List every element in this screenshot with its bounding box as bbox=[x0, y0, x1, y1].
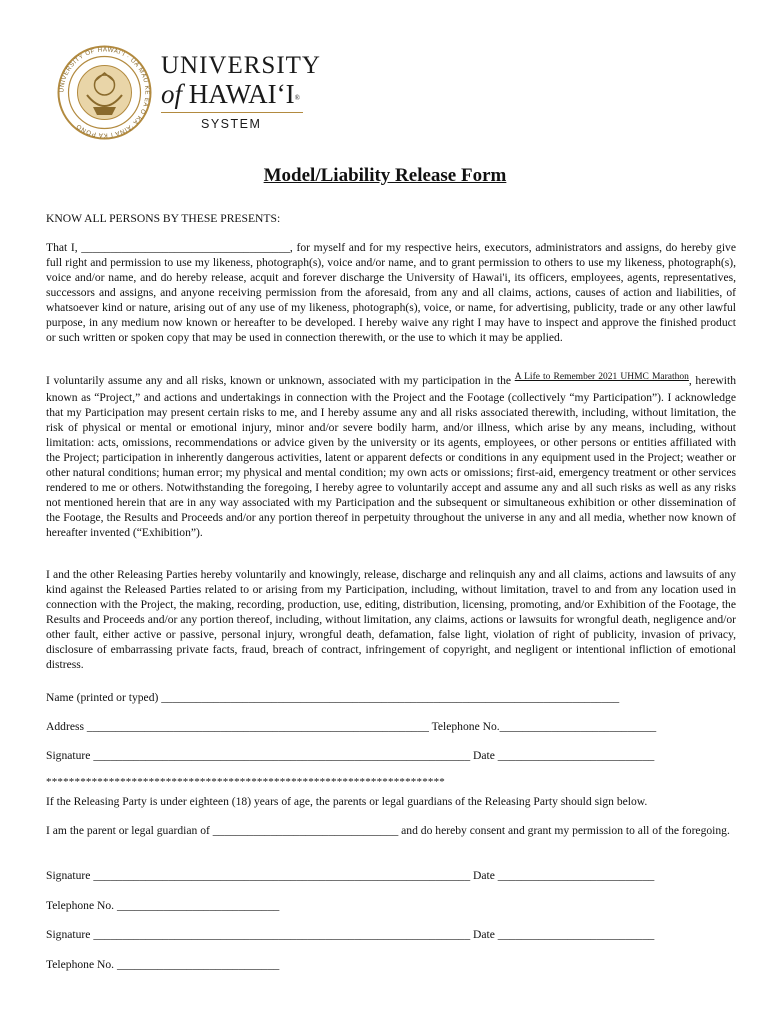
intro-text: KNOW ALL PERSONS BY THESE PRESENTS: bbox=[46, 212, 281, 225]
wordmark-hawaii bbox=[161, 80, 300, 108]
university-logo bbox=[57, 45, 321, 141]
signature-date-field[interactable]: Signature _________________________________________________________________ Date ___________________________ bbox=[46, 749, 655, 762]
address-telephone-field[interactable]: Address ___________________________________________________________ Telephone No.___________________________ bbox=[46, 720, 657, 733]
wordmark-system: SYSTEM bbox=[201, 117, 262, 131]
project-name: A Life to Remember 2021 UHMC Marathon bbox=[514, 372, 689, 382]
wordmark-university: UNIVERSITY bbox=[161, 52, 321, 79]
minor-note: If the Releasing Party is under eighteen (18) years of age, the parents or legal guardians of the Releasing Party should sign below. bbox=[46, 795, 648, 808]
guardian-telephone-field-1[interactable]: Telephone No. ____________________________ bbox=[46, 899, 280, 912]
paragraph-risks-rest: , herewith known as “Project,” and actions and undertakings in connection with the Project and the Footage (collectively “my Participation”). I acknowledge that my Participation may present certain risks to me, and I hereby assume any and all risks associated therewith, including, without limitation, the risk of physical or mental or emotional injury, minor and/or severe bodily harm, and/or illness, which arise by any means, including, without limitation: acts, omissions, recommendations or advice given by the university or its agents, employees, or other persons or entities affiliated with the Project; participation in inherently dangerous activities, latent or apparent defects or conditions in any equipment used in the Project; weather or other natural conditions; human error; my physical and mental condition; my own acts or omissions; first-aid, emergency treatment or other services rendered to me or others. Notwithstanding the foregoing, I hereby agree to voluntarily accept and assume any and all such risks as well as any risks not mentioned herein that are in any way associated with my Participation and the subsequent or simultaneous exhibition or other dissemination of the Footage, the Results and Proceeds and/or any portion thereof in perpetuity throughout the universe in any and all media, whether now known of hereafter invented (“Exhibition”). bbox=[46, 374, 736, 539]
guardian-consent-field[interactable]: I am the parent or legal guardian of ________________________________ and do hereby consent and grant my permission to all of the foregoing. bbox=[46, 824, 730, 837]
guardian-signature-date-field-1[interactable]: Signature _________________________________________________________________ Date ___________________________ bbox=[46, 869, 655, 882]
wordmark-divider bbox=[161, 112, 303, 113]
paragraph-claims: I and the other Releasing Parties hereby voluntarily and knowingly, release, discharge and relinquish any and all claims, actions and lawsuits of any kind against the Released Parties related to or arising from my Participation, including, without limitation, travel to and from any location used in connection with the Project, the making, recording, production, use, editing, distribution, licensing, promoting, and/or Exhibition of the Footage, the Results and Proceeds and/or any portion thereof, including, without limitation, any claims, actions or lawsuits for wrongful death, negligence and/or other fault, either active or passive, personal injury, wrongful death, defamation, false light, violation of right of publicity, invasion of privacy, disclosure of embarrassing private facts, fraud, breach of contract, infringement of copyright, and negligent or intentional infliction of emotional distress. bbox=[46, 568, 736, 671]
separator-stars: ********************************************************************** bbox=[46, 776, 445, 788]
paragraph-risks-start: I voluntarily assume any and all risks, known or unknown, associated with my participation in the bbox=[46, 374, 515, 387]
guardian-signature-date-field-2[interactable]: Signature _________________________________________________________________ Date ___________________________ bbox=[46, 928, 655, 941]
wordmark-hawaii-text: HAWAI‘I bbox=[188, 79, 295, 109]
wordmark-of: of bbox=[161, 79, 189, 109]
university-seal bbox=[57, 45, 152, 140]
paragraph-risks bbox=[46, 373, 736, 540]
seal-text: UNIVERSITY OF HAWAI‘I · UA MAU KE EA O KA ʻĀINA I KA PONO bbox=[58, 46, 151, 139]
paragraph-release: That I, ____________________________________, for myself and for my respective heirs, executors, administrators and assigns, do hereby give full right and permission to use my likeness, photograph(s), voice and/or name, and to grant permission to others to use my likeness, photograph(s), voice and/or name, and do hereby release, acquit and forever discharge the University of Hawai'i, its officers, employees, agents, representatives, successors and assigns, and anyone receiving permission from the aforesaid, from any and all claims, actions, causes of action and liabilities, of whatsoever kind or nature, arising out of any use of my likeness, photograph(s), voice, or name, for advertising, publicity, trade or any other lawful purpose, in any medium now known or hereafter to be developed. I hereby waive any right I may have to inspect and approve the finished product or such written or spoken copy that may be used in connection therewith, or the use to which it may be applied. bbox=[46, 241, 736, 344]
registered-mark: ® bbox=[294, 94, 300, 102]
guardian-telephone-field-2[interactable]: Telephone No. ____________________________ bbox=[46, 958, 280, 971]
name-field[interactable]: Name (printed or typed) _______________________________________________________________________________ bbox=[46, 691, 620, 704]
page-title: Model/Liability Release Form bbox=[263, 165, 507, 186]
